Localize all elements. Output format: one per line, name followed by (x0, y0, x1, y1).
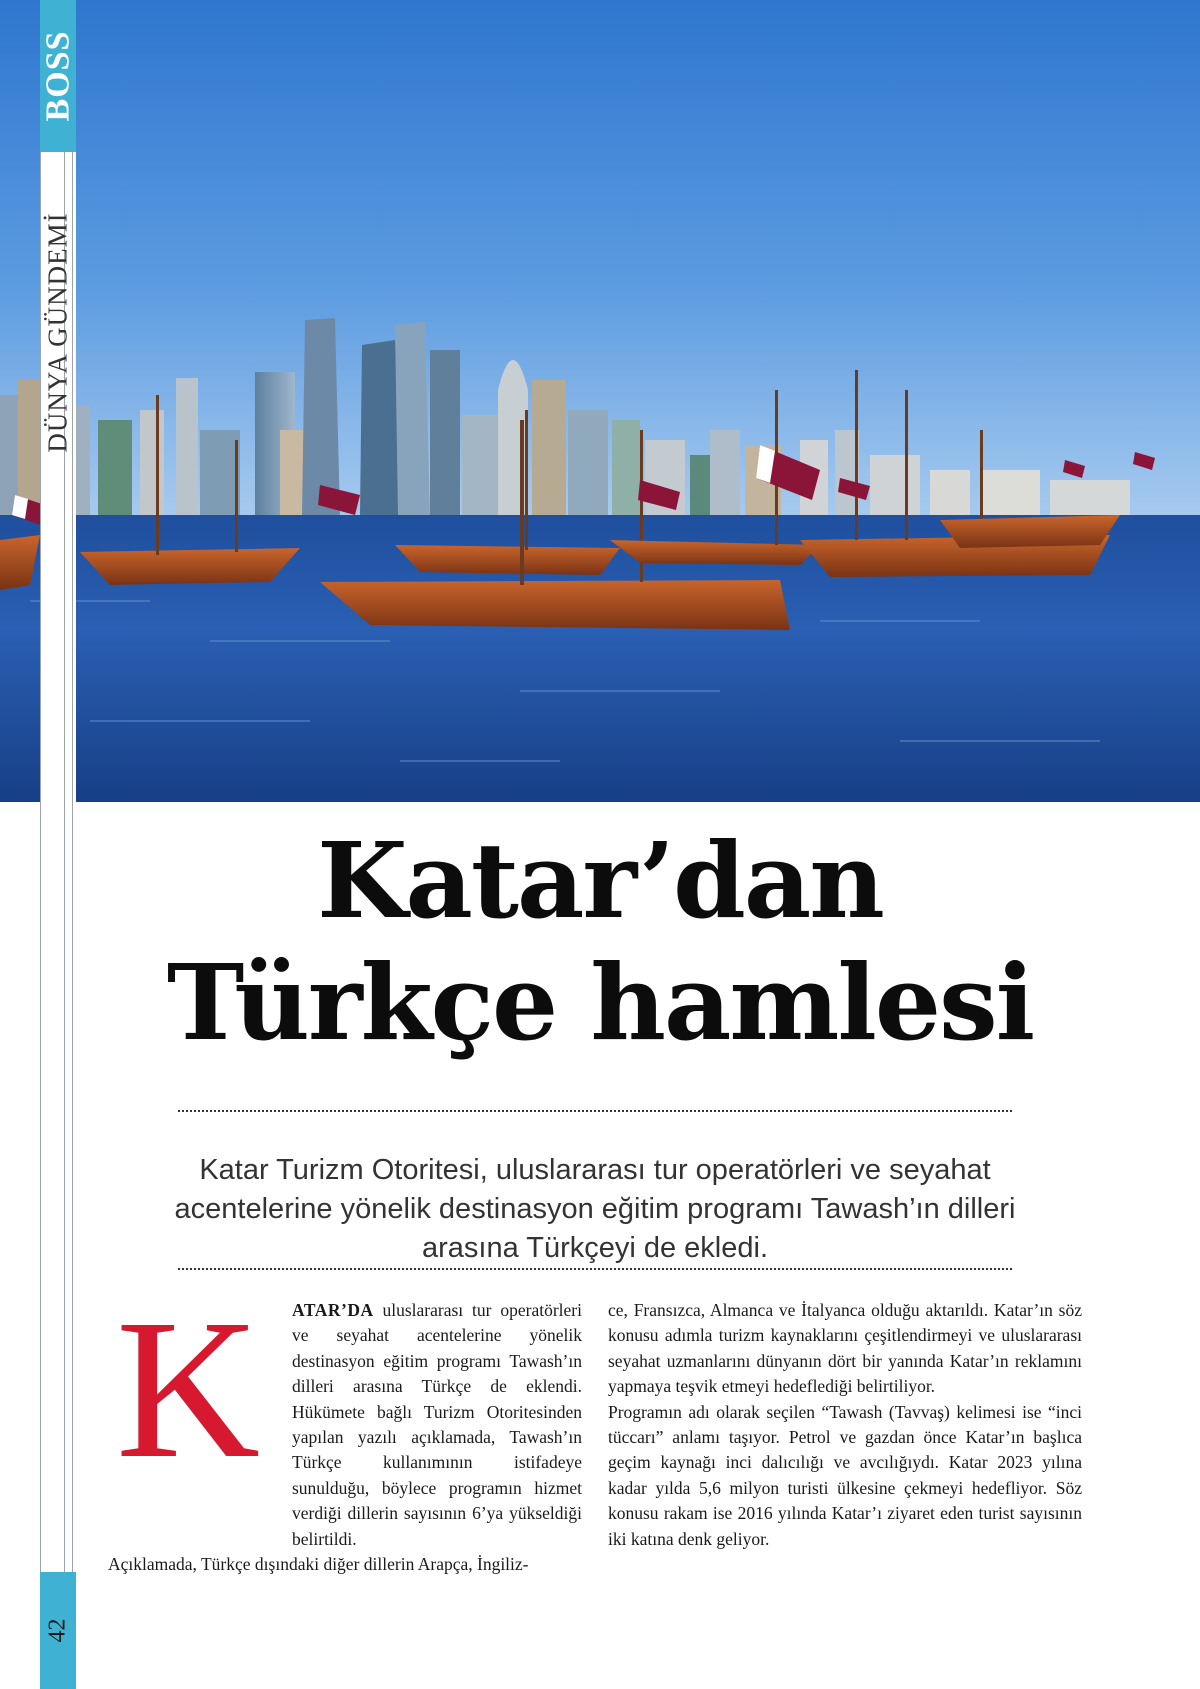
column-1-para-2: Açıklamada, Türkçe dışındaki diğer dillerin Arapça, İngiliz- (108, 1554, 529, 1574)
page-number: 42 (44, 1618, 71, 1642)
title-line-2: Türkçe hamlesi (166, 941, 1034, 1064)
title-line-1: Katar’dan (317, 819, 883, 942)
column-1-top (292, 1298, 582, 1552)
article-deck: Katar Turizm Otoritesi, uluslararası tur operatörleri ve seyahat acentelerine yönelik destinasyon eğitim programı Tawash’ın dilleri arasına Türkçeyi de ekledi. (174, 1154, 1016, 1264)
divider-bottom (178, 1268, 1012, 1270)
hero-photo (0, 0, 1200, 802)
column-2-para-2: Programın adı olarak seçilen “Tawash (Tavvaş) kelimesi ise “inci tüccarı” anlamı taşıyor. Petrol ve gazdan önce Katar’ın başlıca geçim kaynağı inci dalıcılığı ve avcılığıydı. Katar 2023 yılına kadar yılda 5,6 milyon turisti ülkesine çekmeyi hedefliyor. Söz konusu rakam ise 2016 yılında Katar’ı ziyaret eden turist sayısının iki katına denk geliyor. (608, 1401, 1082, 1549)
column-2 (608, 1298, 1082, 1552)
section-label: DÜNYA GÜNDEMİ (42, 211, 73, 453)
column-1-text: uluslararası tur operatörleri ve seyahat acentelerine yönelik destinasyon eğitim programı Tawash’ın dilleri arasına Türkçe de eklendi. Hükümete bağlı Turizm Otoritesinden yapılan yazılı açıklamada, Tawash’ın Türkçe kullanımının istifadeye sunulduğu, böylece programın hizmet verdiği dillerin sayısının 6’ya yükseldiği belirtildi. (292, 1300, 582, 1549)
brand-logo: BOSS (39, 30, 77, 122)
article-title (80, 820, 1120, 1064)
lead-word: ATAR’DA (292, 1300, 374, 1320)
drop-cap: K (115, 1279, 261, 1500)
column-2-para-1: ce, Fransızca, Almanca ve İtalyanca olduğu aktarıldı. Katar’ın söz konusu adımla turizm kaynaklarını çeşitlendirmeyi ve uluslararası seyahat uzmanlarını dünyanın dört bir yanında Katar’ın reklamını yapmaya teşvik etmeyi hedeflediği belirtiliyor. (608, 1300, 1082, 1397)
divider-top (178, 1110, 1012, 1112)
hero-illustration (0, 0, 1200, 802)
column-1-bottom (108, 1552, 582, 1577)
